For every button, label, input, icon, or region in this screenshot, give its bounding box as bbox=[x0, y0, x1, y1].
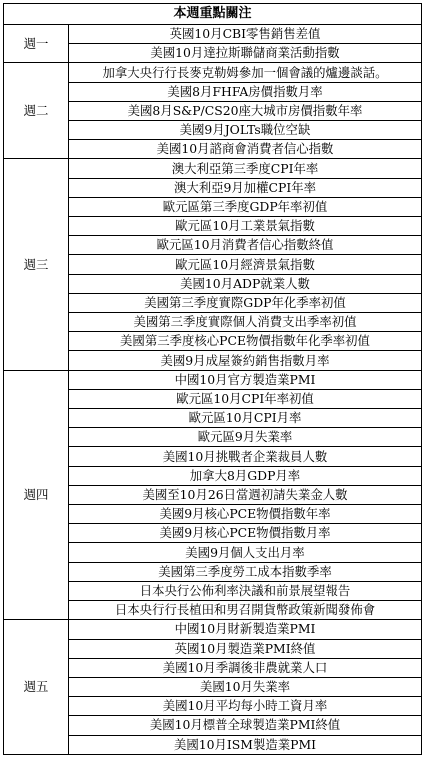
event-item: 美國第三季度核心PCE物價指數年化季率初值 bbox=[69, 332, 422, 351]
day-label: 週二 bbox=[4, 63, 69, 159]
day-label: 週五 bbox=[4, 620, 69, 755]
event-item: 歐元區9月失業率 bbox=[69, 428, 422, 447]
event-item: 歐元區10月CPI年率初值 bbox=[69, 389, 422, 408]
event-item: 日本央行公佈利率決議和前景展望報告 bbox=[69, 581, 422, 600]
event-item: 加拿大央行行長麥克勒姆參加一個會議的爐邊談話。 bbox=[69, 63, 422, 82]
day-label: 週一 bbox=[4, 25, 69, 63]
event-item: 英國10月CBI零售銷售差值 bbox=[69, 25, 422, 44]
event-item: 加拿大8月GDP月率 bbox=[69, 466, 422, 485]
event-item: 美國8月FHFA房價指數月率 bbox=[69, 82, 422, 101]
event-item: 美國10月挑戰者企業裁員人數 bbox=[69, 447, 422, 466]
table-row bbox=[4, 159, 422, 178]
event-item: 美國9月核心PCE物價指數月率 bbox=[69, 524, 422, 543]
event-item: 歐元區10月消費者信心指數終值 bbox=[69, 236, 422, 255]
event-item: 美國9月個人支出月率 bbox=[69, 543, 422, 562]
event-item: 美國10月標普全球製造業PMI終值 bbox=[69, 716, 422, 735]
day-label: 週四 bbox=[4, 370, 69, 620]
event-item: 美國10月達拉斯聯儲商業活動指數 bbox=[69, 44, 422, 63]
event-item: 美國10月季調後非農就業人口 bbox=[69, 658, 422, 677]
event-item: 美國9月JOLTs職位空缺 bbox=[69, 121, 422, 140]
event-item: 歐元區10月CPI月率 bbox=[69, 409, 422, 428]
event-item: 美國9月核心PCE物價指數年率 bbox=[69, 505, 422, 524]
event-item: 中國10月官方製造業PMI bbox=[69, 370, 422, 389]
event-item: 美國第三季度實際個人消費支出季率初值 bbox=[69, 313, 422, 332]
event-item: 澳大利亞9月加權CPI年率 bbox=[69, 178, 422, 197]
table-row bbox=[4, 63, 422, 82]
table-title: 本週重點關注 bbox=[4, 4, 422, 25]
event-item: 美國10月平均每小時工資月率 bbox=[69, 697, 422, 716]
event-item: 日本央行行長植田和男召開貨幣政策新聞發佈會 bbox=[69, 601, 422, 620]
table-row bbox=[4, 25, 422, 44]
event-item: 美國第三季度實際GDP年化季率初值 bbox=[69, 293, 422, 312]
event-item: 美國10月ISM製造業PMI bbox=[69, 735, 422, 754]
event-item: 歐元區第三季度GDP年率初值 bbox=[69, 197, 422, 216]
event-item: 歐元區10月工業景氣指數 bbox=[69, 217, 422, 236]
event-item: 美國8月S&P/CS20座大城市房價指數年率 bbox=[69, 101, 422, 120]
weekly-focus-table bbox=[3, 3, 422, 755]
event-item: 美國10月ADP就業人數 bbox=[69, 274, 422, 293]
table-row bbox=[4, 370, 422, 389]
event-item: 中國10月財新製造業PMI bbox=[69, 620, 422, 639]
table-body bbox=[4, 25, 422, 755]
event-item: 美國第三季度勞工成本指數季率 bbox=[69, 562, 422, 581]
event-item: 英國10月製造業PMI終值 bbox=[69, 639, 422, 658]
event-item: 美國9月成屋簽約銷售指數月率 bbox=[69, 351, 422, 370]
event-item: 澳大利亞第三季度CPI年率 bbox=[69, 159, 422, 178]
day-label: 週三 bbox=[4, 159, 69, 370]
event-item: 美國10月失業率 bbox=[69, 677, 422, 696]
event-item: 美國10月諮商會消費者信心指數 bbox=[69, 140, 422, 159]
event-item: 美國至10月26日當週初請失業金人數 bbox=[69, 485, 422, 504]
table-row bbox=[4, 620, 422, 639]
event-item: 歐元區10月經濟景氣指數 bbox=[69, 255, 422, 274]
table-header-row bbox=[4, 4, 422, 25]
